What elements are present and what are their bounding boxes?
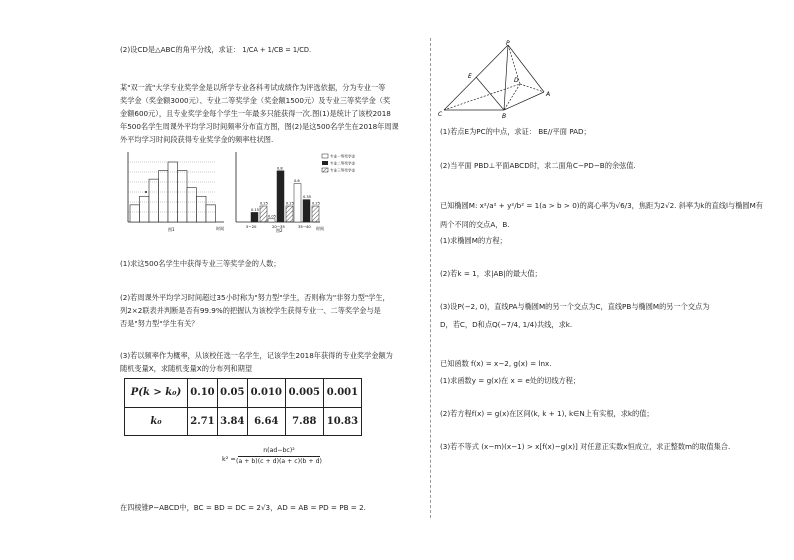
k2-label: k² = — [222, 455, 236, 463]
edge-ba — [504, 92, 544, 110]
vertex-label-p: P — [506, 40, 510, 47]
scholarship-line-1: 某"双一流"大学专业奖学金是以所学专业各科考试成绩作为评选依据，分为专业一等 — [120, 83, 386, 92]
table-cell: 0.010 — [247, 379, 285, 408]
fig1-bar — [159, 171, 169, 222]
table-cell: 7.88 — [285, 407, 323, 436]
vertex-label-c: C — [438, 111, 443, 118]
bar-figure-2 — [232, 148, 362, 234]
fig2-value-label: 0.35 — [303, 195, 312, 200]
column-divider — [430, 38, 431, 518]
pyramid-question-2: (2)当平面 PBD⊥平面ABCD时，求二面角C−PD−B的余弦值. — [440, 161, 636, 170]
table-cell: 6.64 — [247, 407, 285, 436]
legend-label-1: 专业一等奖学金 — [330, 154, 356, 159]
vertex-label-a: A — [546, 91, 551, 98]
scholarship-question-2-line-2: 列2×2联表并判断是否有99.9%的把握认为该校学生获得专业一、二等奖学金与是 — [120, 306, 381, 315]
scholarship-question-2-line-3: 否是"努力型"学生有关？ — [120, 319, 199, 328]
edge-eb — [476, 77, 504, 110]
table-cell: 0.10 — [188, 379, 218, 408]
ellipse-question-3-line-1: (3)设P(−2, 0)，直线PA与椭圆M的另一个交点为C，直线PB与椭圆M的另一个交点为 — [440, 302, 710, 311]
k2-numerator: n(ad−bc)² — [263, 447, 295, 454]
table-row — [125, 407, 362, 436]
scholarship-question-3-line-2: 随机变量X，求随机变量X的分布列和期望 — [120, 364, 253, 373]
fig2-bar — [260, 206, 267, 222]
scholarship-line-5: 外平均学习时间段获得专业奖学金的频率柱状图. — [120, 135, 274, 144]
fig1-bar — [149, 179, 159, 222]
fig2-bar — [268, 219, 275, 222]
table-row-label-p: P(k > k₀) — [125, 379, 188, 408]
edge-pb — [504, 45, 508, 110]
legend-swatch-3 — [322, 168, 328, 172]
fig2-value-label: 0.15 — [251, 207, 260, 212]
ellipse-question-2: (2)若k = 1，求|AB|的最大值； — [440, 269, 542, 278]
fig1-bar — [206, 205, 216, 222]
fig1-bar — [187, 188, 197, 222]
fig2-bar — [286, 206, 293, 222]
table-row — [125, 379, 362, 408]
fig2-value-label: 0.25 — [312, 201, 321, 206]
q2-prompt — [120, 44, 311, 56]
legend-label-3: 专业三等奖学金 — [330, 168, 356, 173]
fig2-group-label: 5−20 — [246, 224, 257, 229]
fig1-bar — [130, 205, 140, 222]
table-cell: 3.84 — [217, 407, 247, 436]
function-question-1: (1)求函数y = g(x)在 x = e处的切线方程； — [440, 376, 581, 385]
function-question-2: (2)若方程f(x) = g(x)在区间(k, k + 1), k∈N上有实根，求k的值； — [440, 409, 654, 418]
scholarship-question-2-line-1: (2)若周课外平均学习时间超过35小时称为"努力型"学生，否则称为"非努力型"学生， — [120, 293, 390, 302]
fig2-bar — [312, 206, 319, 222]
histogram-figure-1 — [120, 148, 228, 234]
table-cell: 2.71 — [188, 407, 218, 436]
fig2-bar — [303, 200, 310, 222]
legend-swatch-1 — [322, 154, 328, 158]
fig2-legend — [322, 154, 356, 173]
q2-formula: 1/CA + 1/CB = 1/CD. — [242, 46, 312, 54]
function-question-3: (3)若不等式 (x−m)(x−1) > x[f(x)−g(x)] 对任意正实数x恒成立，求正整数m的取值集合. — [440, 442, 731, 451]
k2-fraction-bar — [238, 456, 320, 457]
ellipse-question-1: (1)求椭圆M的方程； — [440, 236, 507, 245]
fig1-x-label: 时间 — [216, 226, 224, 231]
fig2-value-label: 0.8 — [277, 166, 283, 171]
table-cell: 0.005 — [285, 379, 323, 408]
table-cell: 0.001 — [323, 379, 361, 408]
pyramid-problem-text: 在四棱锥P−ABCD中，BC = BD = DC = 2√3，AD = AB = PD = PB = 2. — [120, 503, 366, 512]
fig2-value-label: 0.6 — [294, 179, 300, 184]
ellipse-question-3-line-2: D，若C，D和点Q(−7/4, 1/4)共线，求k. — [440, 320, 573, 329]
fig2-bar — [277, 171, 284, 222]
scholarship-question-1: (1)求这500名学生中获得专业三等奖学金的人数； — [120, 259, 281, 268]
vertex-label-d: D — [514, 77, 519, 84]
edge-da — [520, 84, 544, 92]
pyramid-question-1: (1)若点E为PC的中点，求证： BE//平面 PAD； — [440, 127, 591, 136]
fig2-bar — [294, 184, 301, 222]
legend-swatch-2 — [322, 161, 328, 165]
legend-label-2: 专业二等奖学金 — [330, 161, 356, 166]
q2-prompt-text: (2)设CD是△ABC的角平分线，求证： — [120, 45, 241, 54]
function-intro: 已知函数 f(x) = x−2, g(x) = lnx. — [440, 359, 552, 368]
fig2-value-label: 0.25 — [260, 201, 269, 206]
ellipse-intro-line-2: 两个不同的交点A，B. — [440, 220, 510, 229]
fig2-x-label: 时间 — [316, 226, 324, 231]
fig2-value-label: 0.25 — [286, 201, 295, 206]
fig2-group-label: 20−35 — [272, 224, 285, 229]
scholarship-line-3: 金额600元），且专业奖学金每个学生一年最多只能获得一次.图(1)是统计了该校2018 — [120, 109, 391, 118]
edge-cd — [444, 84, 520, 110]
ellipse-intro-line-1: 已知椭圆M: x²/a² + y²/b² = 1(a > b > 0)的离心率为√6/3，焦距为2√2. 斜率为k的直线l与椭圆M有 — [440, 201, 763, 210]
table-cell: 10.83 — [323, 407, 361, 436]
k2-denominator: (a + b)(c + d)(a + c)(b + d) — [236, 458, 322, 465]
pyramid-figure — [436, 40, 558, 120]
fig2-value-label: 0.05 — [268, 214, 277, 219]
table-row-label-k: k₀ — [125, 407, 188, 436]
scholarship-question-3-line-1: (3)若以频率作为概率，从该校任选一名学生，记该学生2018年获得的专业奖学金额为 — [120, 351, 393, 360]
fig1-bar — [178, 171, 188, 222]
fig2-bar — [251, 212, 258, 222]
vertex-label-b: B — [502, 113, 507, 120]
edge-pa — [508, 45, 544, 92]
vertex-label-e: E — [468, 73, 472, 80]
table-cell: 0.05 — [217, 379, 247, 408]
fig1-caption: 图1 — [168, 227, 175, 232]
fig1-dot-marker — [145, 191, 147, 193]
scholarship-line-4: 年500名学生周课外平均学习时间频率分布直方图，图(2)是这500名学生在2018年周课 — [120, 122, 399, 131]
fig2-caption: 图2 — [276, 228, 283, 233]
probability-table — [124, 378, 362, 436]
fig1-bar — [197, 196, 207, 222]
fig1-bar — [140, 196, 150, 222]
fig2-group-label: 35−40 — [298, 224, 311, 229]
scholarship-line-2: 奖学金（奖金额3000元）、专业二等奖学金（奖金额1500元）及专业三等奖学金（奖 — [120, 96, 391, 105]
